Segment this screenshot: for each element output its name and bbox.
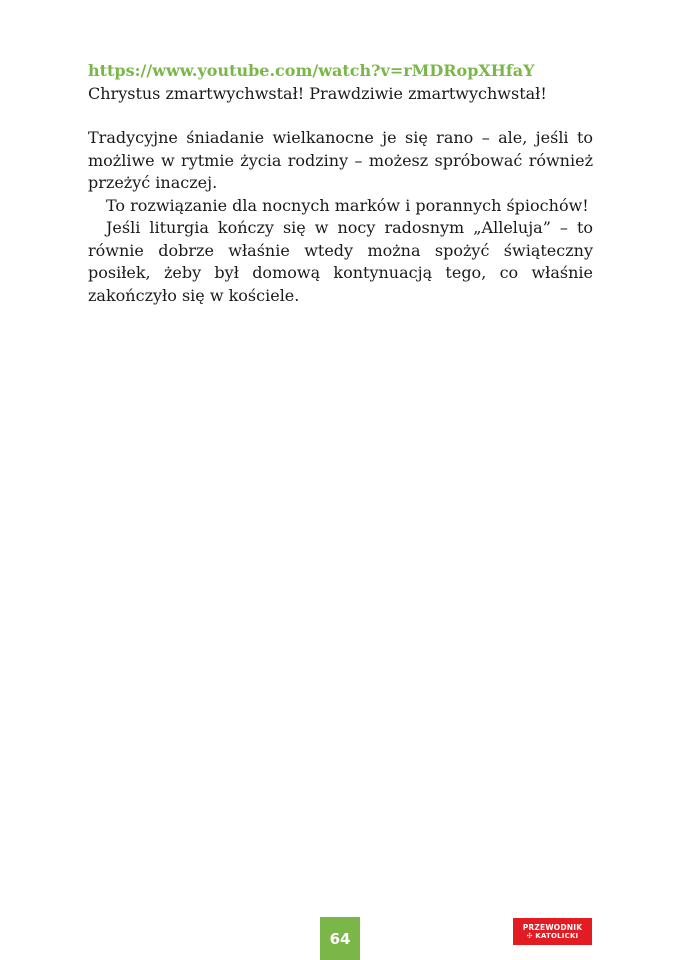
- easter-greeting: Chrystus zmartwychwstał! Prawdziwie zmartwychwstał!: [88, 83, 547, 103]
- przewodnik-katolicki-logo: [513, 918, 592, 945]
- logo-line-1: PRZEWODNIK: [522, 922, 583, 932]
- logo-line-2: ✣ KATOLICKI: [526, 931, 579, 940]
- paragraph-breakfast: Tradycyjne śniadanie wielkanocne je się rano – ale, jeśli to możliwe w rytmie życia rodziny – możesz spróbować również przeżyć inaczej.: [88, 128, 593, 192]
- paragraph-night-owls: To rozwiązanie dla nocnych marków i porannych śpiochów!: [106, 195, 589, 215]
- main-text: [88, 60, 593, 307]
- paragraph-liturgy: Jeśli liturgia kończy się w nocy radosnym „Alleluja” – to równie dobrze właśnie wtedy można spożyć świąteczny posiłek, żeby był domową kontynuacją tego, co właśnie zakończyło się w kościele.: [88, 218, 593, 305]
- page-number: 64: [320, 917, 360, 960]
- youtube-link[interactable]: https://www.youtube.com/watch?v=rMDRopXHfaY: [88, 61, 535, 80]
- paragraph-gap: [88, 105, 593, 127]
